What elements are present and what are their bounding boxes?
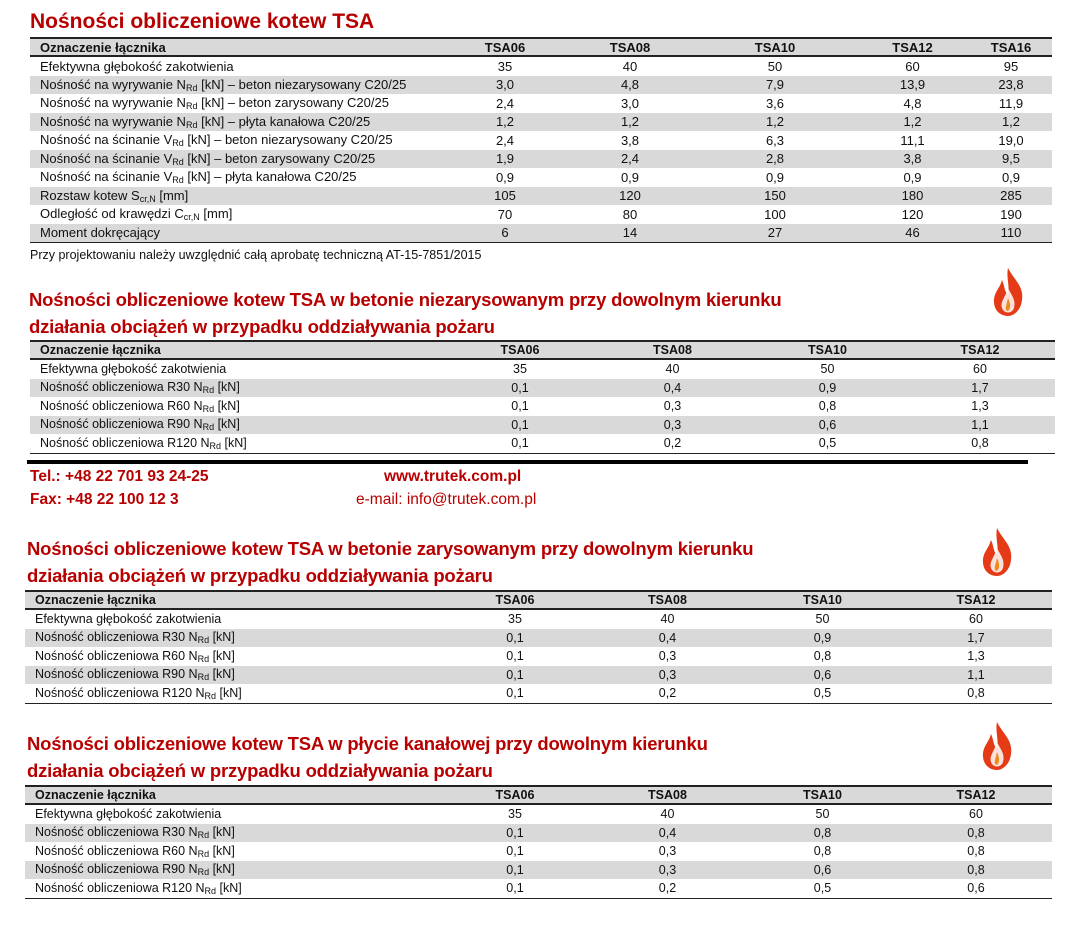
row-label: [25, 804, 440, 824]
row-label: [30, 56, 445, 76]
row-label: [25, 879, 440, 898]
cell-value: 60: [969, 807, 983, 822]
fire-icon: [988, 266, 1028, 318]
table-header-row: [30, 38, 1052, 56]
column-header-tsa12: TSA12: [855, 38, 970, 56]
load-capacity-table: [30, 37, 1052, 243]
row-label: [30, 359, 445, 379]
row-label-post: [kN]: [209, 630, 235, 645]
row-label: [30, 379, 445, 398]
row-label-pre: Efektywna głębokość zakotwienia: [40, 58, 234, 74]
cell-value: 0,1: [440, 824, 590, 843]
cell-value: 0,1: [440, 666, 590, 685]
cell-value: 40: [660, 807, 675, 822]
row-label-pre: Efektywna głębokość zakotwienia: [40, 362, 227, 377]
table-row: [25, 629, 1052, 648]
table-row: [25, 842, 1052, 861]
cell-value: 1,2: [565, 113, 695, 132]
section2-title: [29, 286, 781, 340]
row-label-sub: Rd: [172, 175, 184, 186]
cell-value: 100: [764, 206, 786, 222]
section2-title-line2: działania obciążeń w przypadku oddziaływania pożaru: [29, 316, 495, 337]
column-header-tsa06: TSA06: [445, 341, 595, 359]
row-label-sub: Rd: [172, 156, 184, 167]
column-header-label: Oznaczenie łącznika: [30, 341, 445, 359]
column-header-tsa06: TSA06: [440, 786, 590, 804]
cell-value: 0,1: [506, 649, 524, 664]
row-label-sub: Rd: [197, 672, 210, 683]
fire-uncracked-table: [30, 340, 1055, 454]
row-label-post: [kN] – beton niezarysowany C20/25: [183, 132, 393, 148]
cell-value: 6,3: [765, 132, 785, 148]
table-row: [25, 647, 1052, 666]
section3-title: [27, 535, 753, 589]
row-label-post: [kN] – beton zarysowany C20/25: [183, 150, 376, 166]
row-label-sub: Rd: [172, 138, 184, 149]
cell-value: 0,8: [818, 399, 837, 414]
row-label-pre: Nośność obliczeniowa R120 N: [35, 685, 205, 700]
row-label: [25, 842, 440, 861]
row-label-sub: Rd: [202, 385, 215, 396]
cell-value: 0,3: [658, 844, 677, 859]
column-header-tsa12: TSA12: [900, 591, 1052, 609]
cell-value: 0,3: [590, 666, 745, 685]
table-row: [30, 187, 1052, 206]
row-label-pre: Nośność obliczeniowa R60 N: [35, 648, 198, 663]
row-label: [30, 397, 445, 416]
cell-value: 35: [497, 58, 513, 74]
cell-value: 40: [622, 58, 638, 74]
cell-value: 0,4: [590, 824, 745, 843]
table-row: [30, 150, 1052, 169]
row-label: [30, 150, 445, 169]
cell-value: 2,4: [495, 95, 515, 111]
table-row: [30, 94, 1052, 113]
cell-value: 19,0: [998, 132, 1024, 148]
cell-value: 60: [969, 612, 983, 627]
cell-value: 0,9: [1001, 169, 1021, 185]
row-label-sub: Rd: [197, 848, 210, 859]
cell-value: 3,6: [765, 95, 785, 111]
cell-value: 0,8: [967, 844, 985, 859]
row-label-pre: Nośność na wyrywanie N: [40, 76, 186, 92]
column-header-label: Oznaczenie łącznika: [25, 591, 440, 609]
row-label-sub: Rd: [197, 830, 210, 841]
table-row: [25, 824, 1052, 843]
cell-value: 0,8: [905, 434, 1055, 453]
row-label-pre: Nośność na ścinanie V: [40, 169, 173, 185]
row-label-pre: Efektywna głębokość zakotwienia: [35, 807, 222, 822]
cell-value: 0,5: [750, 434, 905, 453]
row-label: [30, 113, 445, 132]
cell-value: 0,9: [903, 169, 922, 185]
row-label: [30, 94, 445, 113]
column-header-tsa10: TSA10: [695, 38, 855, 56]
table-row: [30, 416, 1055, 435]
cell-value: 0,6: [745, 861, 900, 880]
row-label-pre: Nośność obliczeniowa R30 N: [35, 630, 198, 645]
row-label: [25, 684, 440, 703]
column-header-tsa12: TSA12: [900, 786, 1052, 804]
cell-value: 0,1: [440, 684, 590, 703]
cell-value: 11,9: [998, 95, 1024, 111]
cell-value: 4,8: [565, 76, 695, 95]
table-row: [30, 205, 1052, 224]
row-label-post: [kN]: [209, 862, 235, 877]
cell-value: 1,2: [855, 113, 970, 132]
column-header-tsa16: TSA16: [970, 38, 1052, 56]
row-label-pre: Rozstaw kotew S: [40, 187, 140, 203]
cell-value: 0,1: [445, 416, 595, 435]
cell-value: 0,3: [590, 861, 745, 880]
cell-value: 60: [905, 58, 920, 74]
row-label-pre: Nośność obliczeniowa R90 N: [35, 862, 198, 877]
column-header-label: Oznaczenie łącznika: [30, 38, 445, 56]
cell-value: 1,9: [445, 150, 565, 169]
row-label-sub: Rd: [197, 635, 210, 646]
row-label: [25, 629, 440, 648]
row-label-post: [mm]: [199, 206, 233, 222]
cell-value: 0,6: [750, 416, 905, 435]
cell-value: 23,8: [970, 76, 1052, 95]
cell-value: 3,8: [855, 150, 970, 169]
row-label: [30, 187, 445, 206]
section1-title: Nośności obliczeniowe kotew TSA: [30, 10, 375, 33]
cell-value: 35: [508, 807, 522, 822]
section3-title-line1: Nośności obliczeniowe kotew TSA w betonie zarysowanym przy dowolnym kierunku: [27, 538, 754, 559]
cell-value: 0,8: [900, 824, 1052, 843]
fire-hollow-core-table: [25, 785, 1052, 899]
cell-value: 0,1: [511, 399, 529, 414]
cell-value: 1,7: [905, 379, 1055, 398]
cell-value: 150: [695, 187, 855, 206]
table-row: [30, 397, 1055, 416]
cell-value: 120: [565, 187, 695, 206]
cell-value: 0,8: [900, 684, 1052, 703]
cell-value: 9,5: [970, 150, 1052, 169]
cell-value: 40: [660, 612, 675, 627]
row-label-pre: Nośność obliczeniowa R60 N: [40, 398, 203, 413]
column-header-tsa10: TSA10: [745, 786, 900, 804]
row-label-pre: Nośność obliczeniowa R30 N: [35, 825, 198, 840]
row-label-pre: Nośność obliczeniowa R30 N: [40, 380, 203, 395]
cell-value: 50: [767, 58, 783, 74]
cell-value: 0,3: [663, 399, 682, 414]
cell-value: 0,4: [595, 379, 750, 398]
row-label-pre: Nośność na wyrywanie N: [40, 113, 186, 129]
cell-value: 120: [901, 206, 924, 222]
cell-value: 180: [855, 187, 970, 206]
row-label-pre: Nośność na ścinanie V: [40, 132, 173, 148]
cell-value: 1,2: [695, 113, 855, 132]
table-header-row: [30, 341, 1055, 359]
cell-value: 1,2: [970, 113, 1052, 132]
table-row: [30, 168, 1052, 187]
row-label-sub: Rd: [202, 403, 215, 414]
row-label-pre: Moment dokręcający: [40, 225, 160, 241]
table-row: [25, 879, 1052, 898]
contact-tel: Tel.: +48 22 701 93 24-25: [30, 468, 209, 485]
section3-title-line2: działania obciążeń w przypadku oddziaływania pożaru: [27, 565, 493, 586]
table-row: [30, 56, 1052, 76]
row-label: [30, 131, 445, 150]
table-header-row: [25, 786, 1052, 804]
cell-value: 190: [1000, 206, 1022, 222]
table-row: [30, 76, 1052, 95]
cell-value: 35: [513, 362, 527, 377]
email-link[interactable]: e-mail: info@trutek.com.pl: [356, 491, 537, 508]
column-header-tsa12: TSA12: [905, 341, 1055, 359]
cell-value: 3,0: [445, 76, 565, 95]
divider-line: [27, 460, 1028, 464]
cell-value: 70: [497, 206, 513, 222]
row-label-pre: Nośność obliczeniowa R90 N: [35, 667, 198, 682]
cell-value: 2,4: [565, 150, 695, 169]
cell-value: 0,1: [440, 629, 590, 648]
cell-value: 0,1: [445, 434, 595, 453]
row-label-pre: Odległość od krawędzi C: [40, 206, 184, 222]
cell-value: 0,9: [620, 169, 640, 185]
row-label-post: [kN] – płyta kanałowa C20/25: [183, 169, 357, 185]
column-header-tsa08: TSA08: [590, 591, 745, 609]
row-label-sub: Rd: [185, 101, 198, 112]
fire-icon: [977, 720, 1017, 772]
cell-value: 1,3: [967, 649, 985, 664]
cell-value: 0,1: [440, 879, 590, 898]
cell-value: 60: [973, 362, 987, 377]
cell-value: 0,1: [440, 861, 590, 880]
cell-value: 0,9: [765, 169, 785, 185]
table-header-row: [25, 591, 1052, 609]
cell-value: 0,2: [595, 434, 750, 453]
row-label-sub: Rd: [204, 885, 217, 896]
contact-fax: Fax: +48 22 100 12 3: [30, 491, 179, 508]
row-label: [30, 434, 445, 453]
cell-value: 1,1: [900, 666, 1052, 685]
row-label-pre: Efektywna głębokość zakotwienia: [35, 612, 222, 627]
row-label-sub: Rd: [202, 422, 215, 433]
row-label-post: [kN]: [221, 435, 247, 450]
column-header-label: Oznaczenie łącznika: [25, 786, 440, 804]
cell-value: 40: [665, 362, 680, 377]
row-label-sub: cr,N: [183, 212, 200, 223]
section2-title-line1: Nośności obliczeniowe kotew TSA w betonie niezarysowanym przy dowolnym kierunku: [29, 289, 782, 310]
column-header-tsa08: TSA08: [595, 341, 750, 359]
cell-value: 35: [508, 612, 522, 627]
approval-note: Przy projektowaniu należy uwzględnić całą aprobatę techniczną AT-15-7851/2015: [30, 248, 482, 262]
row-label: [25, 609, 440, 629]
row-label-sub: Rd: [197, 867, 210, 878]
table-row: [25, 861, 1052, 880]
cell-value: 0,4: [590, 629, 745, 648]
row-label-post: [kN]: [216, 685, 242, 700]
fire-icon: [977, 526, 1017, 578]
row-label-post: [mm]: [155, 187, 189, 203]
row-label-post: [kN]: [209, 843, 235, 858]
cell-value: 0,9: [750, 379, 905, 398]
cell-value: 0,8: [813, 844, 832, 859]
cell-value: 2,4: [495, 132, 515, 148]
cell-value: 13,9: [855, 76, 970, 95]
cell-value: 0,9: [745, 629, 900, 648]
row-label-sub: cr,N: [139, 193, 156, 204]
cell-value: 50: [815, 612, 830, 627]
cell-value: 0,3: [595, 416, 750, 435]
cell-value: 1,1: [905, 416, 1055, 435]
row-label-sub: Rd: [197, 653, 210, 664]
row-label: [30, 205, 445, 224]
row-label-pre: Nośność obliczeniowa R120 N: [35, 880, 205, 895]
row-label-post: [kN]: [214, 380, 240, 395]
cell-value: 0,1: [506, 844, 524, 859]
column-header-tsa06: TSA06: [445, 38, 565, 56]
row-label: [25, 824, 440, 843]
table-row: [30, 434, 1055, 453]
column-header-tsa06: TSA06: [440, 591, 590, 609]
row-label-post: [kN]: [216, 880, 242, 895]
cell-value: 95: [1003, 58, 1019, 74]
cell-value: 0,8: [745, 824, 900, 843]
row-label-post: [kN]: [209, 648, 235, 663]
section4-title-line1: Nośności obliczeniowe kotew TSA w płycie kanałowej przy dowolnym kierunku: [27, 733, 708, 754]
cell-value: 0,6: [745, 666, 900, 685]
table-row: [25, 666, 1052, 685]
cell-value: 7,9: [695, 76, 855, 95]
row-label-sub: Rd: [204, 690, 217, 701]
cell-value: 6: [445, 224, 565, 243]
section4-title-line2: działania obciążeń w przypadku oddziaływania pożaru: [27, 760, 493, 781]
cell-value: 3,8: [620, 132, 640, 148]
table-row: [30, 379, 1055, 398]
row-label-post: [kN]: [209, 667, 235, 682]
row-label-post: [kN] – beton zarysowany C20/25: [197, 95, 389, 111]
row-label-sub: Rd: [209, 440, 222, 451]
cell-value: 14: [565, 224, 695, 243]
cell-value: 0,8: [813, 649, 832, 664]
table-row: [30, 113, 1052, 132]
table-row: [30, 224, 1052, 243]
row-label: [25, 666, 440, 685]
table-row: [25, 609, 1052, 629]
cell-value: 0,5: [745, 879, 900, 898]
row-label-post: [kN] – płyta kanałowa C20/25: [197, 113, 371, 129]
cell-value: 1,7: [900, 629, 1052, 648]
cell-value: 2,8: [695, 150, 855, 169]
cell-value: 1,3: [971, 399, 989, 414]
table-row: [30, 131, 1052, 150]
row-label: [25, 647, 440, 666]
row-label: [25, 861, 440, 880]
row-label-pre: Nośność na ścinanie V: [40, 150, 173, 166]
row-label-pre: Nośność obliczeniowa R60 N: [35, 843, 198, 858]
cell-value: 105: [445, 187, 565, 206]
cell-value: 0,9: [495, 169, 515, 185]
fire-cracked-table: [25, 590, 1052, 704]
row-label: [30, 168, 445, 187]
cell-value: 285: [970, 187, 1052, 206]
cell-value: 50: [815, 807, 830, 822]
cell-value: 0,2: [590, 879, 745, 898]
cell-value: 1,2: [445, 113, 565, 132]
column-header-tsa08: TSA08: [590, 786, 745, 804]
table-row: [25, 684, 1052, 703]
cell-value: 0,3: [658, 649, 677, 664]
cell-value: 11,1: [900, 132, 925, 148]
column-header-tsa10: TSA10: [745, 591, 900, 609]
table-row: [30, 359, 1055, 379]
row-label: [30, 76, 445, 95]
cell-value: 3,0: [620, 95, 640, 111]
cell-value: 0,2: [590, 684, 745, 703]
column-header-tsa10: TSA10: [750, 341, 905, 359]
cell-value: 46: [855, 224, 970, 243]
row-label-post: [kN] – beton niezarysowany C20/25: [197, 76, 407, 92]
column-header-tsa08: TSA08: [565, 38, 695, 56]
cell-value: 0,1: [445, 379, 595, 398]
row-label: [30, 416, 445, 435]
cell-value: 80: [622, 206, 638, 222]
row-label-pre: Nośność obliczeniowa R90 N: [40, 417, 203, 432]
cell-value: 0,5: [745, 684, 900, 703]
row-label-sub: Rd: [185, 82, 198, 93]
cell-value: 0,6: [900, 879, 1052, 898]
row-label-sub: Rd: [185, 119, 198, 130]
cell-value: 0,8: [900, 861, 1052, 880]
cell-value: 27: [695, 224, 855, 243]
row-label-post: [kN]: [214, 398, 240, 413]
row-label-post: [kN]: [209, 825, 235, 840]
cell-value: 4,8: [903, 95, 922, 111]
row-label-pre: Nośność obliczeniowa R120 N: [40, 435, 210, 450]
row-label-pre: Nośność na wyrywanie N: [40, 95, 186, 111]
row-label: [30, 224, 445, 243]
row-label-post: [kN]: [214, 417, 240, 432]
cell-value: 50: [820, 362, 835, 377]
section4-title: [27, 730, 708, 784]
table-row: [25, 804, 1052, 824]
website-link[interactable]: www.trutek.com.pl: [384, 468, 522, 485]
cell-value: 110: [970, 224, 1052, 243]
